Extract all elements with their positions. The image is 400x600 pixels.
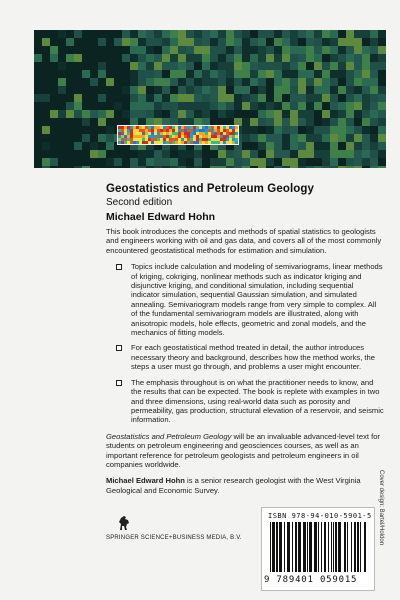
list-item <box>106 343 384 371</box>
publisher-name: SPRINGER SCIENCE+BUSINESS MEDIA, B.V. <box>106 535 242 541</box>
title-block <box>106 183 381 223</box>
closing-text: will be an invaluable advanced-level text for students on petroleum engineering and geosciences courses, as well as an important reference for petroleum geologists and petroleum engineers in oil companies worldwide. <box>106 431 380 469</box>
barcode-icon <box>268 522 368 574</box>
square-bullet-icon <box>116 264 122 270</box>
isbn-label: ISBN 978-94-010-5901-5 <box>268 512 372 520</box>
cover-credit-text: Cover design: Bartel/Holdon <box>378 470 384 546</box>
square-bullet-icon <box>116 345 122 351</box>
springer-horse-icon <box>117 515 131 531</box>
barcode-number: 9 789401 059015 <box>264 575 358 585</box>
book-author: Michael Edward Hohn <box>106 211 216 223</box>
square-bullet-icon <box>116 380 122 386</box>
closing-paragraph <box>106 432 384 470</box>
author-bio-name: Michael Edward Hohn <box>106 476 185 486</box>
list-item-text: For each geostatistical method treated in detail, the author introduces necessary theory and background, describes how the method works, the steps a user must go through, and problems a user might encounter. <box>131 343 375 372</box>
list-item-text: The emphasis throughout is on what the practitioner needs to know, and the results that can be expected. The book is replete with examples in two and three dimensions, using real-world data such as porosity and permeability, gas production, structural elevation of a reservoir, and seismic information. <box>131 377 384 425</box>
book-edition: Second edition <box>106 197 173 208</box>
blurb <box>106 227 384 502</box>
closing-book-title: Geostatistics and Petroleum Geology <box>106 431 232 441</box>
list-item <box>106 378 384 425</box>
isbn-barcode <box>261 507 375 591</box>
cover-design-credit <box>375 470 387 590</box>
list-item <box>106 262 384 337</box>
feature-list <box>106 262 384 425</box>
publisher-imprint <box>106 515 256 541</box>
list-item-text: Topics include calculation and modeling of semivariograms, linear methods of kriging, cokriging, nonlinear methods such as indicator kriging and disjunctive kriging, and conditional simulation, including sequential indicator simulation, sequential Gaussian simulation, and simulated annealing. Semivariogram models range from very simple to complex. All of the fundamental semivariogram models are illustrated, along with anisotropic models, hole effects, geometric and zonal models, and the mechanics of fitting models. <box>131 262 383 338</box>
author-bio-text: is a senior research geologist with the West Virginia Geological and Economic Survey. <box>106 476 361 495</box>
intro-paragraph: This book introduces the concepts and methods of spatial statistics to geologists and engineers working with oil and gas data, and covers all of the most commonly encountered geostatistical methods for estimation and simulation. <box>106 227 382 255</box>
geostatistical-map-image <box>34 30 386 168</box>
author-bio <box>106 476 384 495</box>
book-title: Geostatistics and Petroleum Geology <box>106 183 314 195</box>
cover-illustration <box>34 30 386 168</box>
